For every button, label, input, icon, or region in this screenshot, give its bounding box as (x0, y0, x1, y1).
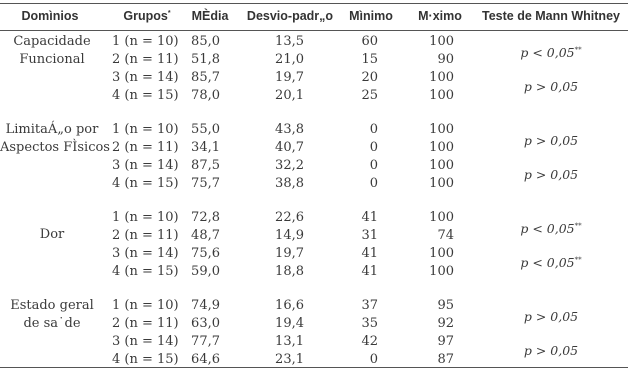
grupo-cell: 2 (n = 11) (112, 52, 179, 67)
header-grupos-label: Grupos (123, 9, 168, 23)
p-value-text: p > 0,05 (523, 167, 579, 182)
media-cell: 72,8 (191, 210, 220, 225)
domain-label: Funcional (19, 52, 85, 67)
desvio-cell: 23,1 (275, 352, 304, 367)
p-value-text: p > 0,05 (523, 133, 579, 148)
maximo-cell: 95 (437, 298, 454, 313)
media-cell: 85,0 (191, 34, 220, 49)
p-value-text: p > 0,05 (523, 309, 579, 324)
maximo-cell: 100 (429, 70, 454, 85)
grupo-cell: 4 (n = 15) (112, 264, 179, 279)
minimo-cell: 60 (361, 34, 378, 49)
desvio-cell: 19,7 (275, 70, 304, 85)
maximo-cell: 87 (437, 352, 454, 367)
media-cell: 51,8 (191, 52, 220, 67)
desvio-cell: 21,0 (275, 52, 304, 67)
grupo-cell: 2 (n = 11) (112, 316, 179, 331)
domain-label: de sa˙de (23, 316, 81, 331)
desvio-cell: 14,9 (275, 228, 304, 243)
domain-label: Capacidade (13, 34, 91, 49)
media-cell: 77,7 (191, 334, 220, 349)
desvio-cell: 19,7 (275, 246, 304, 261)
media-cell: 64,6 (191, 352, 220, 367)
minimo-cell: 20 (361, 70, 378, 85)
desvio-cell: 22,6 (275, 210, 304, 225)
header-media: MÈdia (191, 9, 229, 23)
p-value-text: p < 0,05 (520, 45, 575, 60)
grupo-cell: 3 (n = 14) (112, 334, 179, 349)
media-cell: 75,6 (191, 246, 220, 261)
grupo-cell: 3 (n = 14) (112, 158, 179, 173)
header-grupos (108, 9, 186, 24)
minimo-cell: 0 (369, 352, 378, 367)
grupo-cell: 1 (n = 10) (112, 122, 179, 137)
grupo-cell: 1 (n = 10) (112, 210, 179, 225)
desvio-cell: 32,2 (275, 158, 304, 173)
maximo-cell: 100 (429, 210, 454, 225)
maximo-cell: 92 (437, 316, 454, 331)
desvio-cell: 18,8 (275, 264, 304, 279)
media-cell: 55,0 (191, 122, 220, 137)
media-cell: 34,1 (191, 140, 220, 155)
domain-label: LimitaÁ„o por (5, 122, 99, 137)
minimo-cell: 37 (361, 298, 378, 313)
mann-whitney-result (474, 45, 628, 60)
media-cell: 78,0 (191, 88, 220, 103)
media-cell: 85,7 (191, 70, 220, 85)
desvio-cell: 13,1 (275, 334, 304, 349)
maximo-cell: 97 (437, 334, 454, 349)
grupo-cell: 3 (n = 14) (112, 246, 179, 261)
mann-whitney-result (474, 309, 628, 324)
grupo-cell: 1 (n = 10) (112, 34, 179, 49)
header-bottom-rule (0, 30, 628, 31)
media-cell: 59,0 (191, 264, 220, 279)
grupo-cell: 2 (n = 11) (112, 228, 179, 243)
minimo-cell: 31 (361, 228, 378, 243)
mann-whitney-result (474, 133, 628, 148)
maximo-cell: 100 (429, 158, 454, 173)
header-grupos-mark: * (167, 10, 171, 17)
minimo-cell: 42 (361, 334, 378, 349)
header-dominios: Domìnios (21, 9, 79, 23)
table-top-rule (0, 3, 628, 4)
media-cell: 63,0 (191, 316, 220, 331)
maximo-cell: 90 (437, 52, 454, 67)
minimo-cell: 15 (361, 52, 378, 67)
significance-mark: ** (574, 256, 582, 264)
header-maximo: M·ximo (418, 9, 462, 23)
media-cell: 74,9 (191, 298, 220, 313)
minimo-cell: 41 (361, 210, 378, 225)
table-bottom-rule (0, 367, 628, 368)
domain-label: Dor (39, 227, 65, 242)
grupo-cell: 4 (n = 15) (112, 176, 179, 191)
mann-whitney-result (474, 255, 628, 270)
maximo-cell: 74 (437, 228, 454, 243)
header-desvio: Desvio-padr„o (246, 9, 334, 23)
media-cell: 75,7 (191, 176, 220, 191)
desvio-cell: 43,8 (275, 122, 304, 137)
domain-label: Estado geral (10, 298, 94, 313)
header-teste: Teste de Mann Whitney (482, 9, 620, 23)
minimo-cell: 25 (361, 88, 378, 103)
p-value-text: p < 0,05 (520, 255, 575, 270)
mann-whitney-result (474, 167, 628, 182)
desvio-cell: 13,5 (275, 34, 304, 49)
p-value-text: p < 0,05 (520, 221, 575, 236)
grupo-cell: 4 (n = 15) (112, 352, 179, 367)
maximo-cell: 100 (429, 88, 454, 103)
desvio-cell: 38,8 (275, 176, 304, 191)
significance-mark: ** (574, 222, 582, 230)
domain-label: Aspectos FÌsicos (0, 140, 110, 155)
mann-whitney-result (474, 343, 628, 358)
p-value-text: p > 0,05 (523, 343, 579, 358)
desvio-cell: 16,6 (275, 298, 304, 313)
minimo-cell: 0 (369, 176, 378, 191)
desvio-cell: 40,7 (275, 140, 304, 155)
grupo-cell: 4 (n = 15) (112, 88, 179, 103)
minimo-cell: 35 (361, 316, 378, 331)
maximo-cell: 100 (429, 122, 454, 137)
mann-whitney-result (474, 79, 628, 94)
minimo-cell: 0 (369, 158, 378, 173)
maximo-cell: 100 (429, 140, 454, 155)
header-minimo: Mìnimo (349, 9, 393, 23)
grupo-cell: 2 (n = 11) (112, 140, 179, 155)
significance-mark: ** (574, 46, 582, 54)
maximo-cell: 100 (429, 176, 454, 191)
desvio-cell: 20,1 (275, 88, 304, 103)
maximo-cell: 100 (429, 264, 454, 279)
maximo-cell: 100 (429, 34, 454, 49)
minimo-cell: 41 (361, 246, 378, 261)
grupo-cell: 1 (n = 10) (112, 298, 179, 313)
grupo-cell: 3 (n = 14) (112, 70, 179, 85)
maximo-cell: 100 (429, 246, 454, 261)
mann-whitney-result (474, 221, 628, 236)
minimo-cell: 0 (369, 140, 378, 155)
minimo-cell: 0 (369, 122, 378, 137)
p-value-text: p > 0,05 (523, 79, 579, 94)
media-cell: 48,7 (191, 228, 220, 243)
minimo-cell: 41 (361, 264, 378, 279)
media-cell: 87,5 (191, 158, 220, 173)
desvio-cell: 19,4 (275, 316, 304, 331)
